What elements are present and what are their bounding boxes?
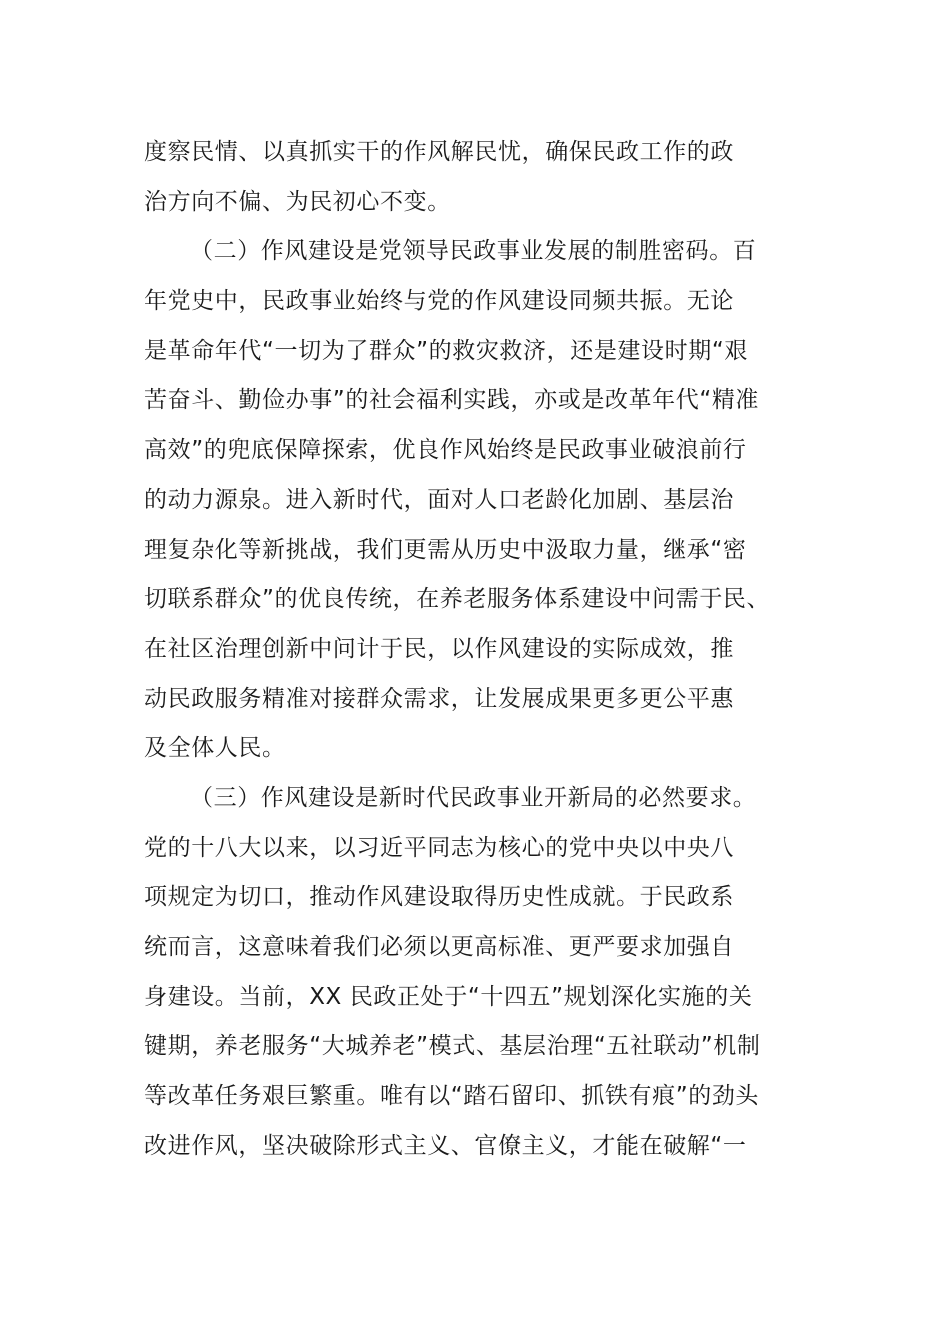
- text-line: 度察民情、以真抓实干的作风解民忧，确保民政工作的政: [144, 139, 734, 165]
- text-line: 及全体人民。: [144, 735, 286, 762]
- text-line: 项规定为切口，推动作风建设取得历史性成就。于民政系: [144, 884, 734, 911]
- text-line: 治方向不偏、为民初心不变。: [144, 188, 451, 215]
- text-line: 在社区治理创新中问计于民，以作风建设的实际成效，推: [144, 635, 734, 662]
- text-line: 理复杂化等新挑战，我们更需从历史中汲取力量，继承“密: [144, 536, 747, 563]
- text-line: 身建设。当前，XX 民政正处于“十四五”规划深化实施的关: [144, 983, 753, 1010]
- text-line: 苦奋斗、勤俭办事”的社会福利实践，亦或是改革年代“精准: [144, 387, 760, 414]
- text-line: 高效”的兜底保障探索，优良作风始终是民政事业破浪前行: [144, 437, 747, 464]
- text-line: 键期，养老服务“大城养老”模式、基层治理“五社联动”机制: [144, 1033, 761, 1060]
- text-line: 等改革任务艰巨繁重。唯有以“踏石留印、抓铁有痕”的劲头: [144, 1083, 760, 1110]
- section-heading-line: （二）作风建设是党领导民政事业发展的制胜密码。百: [190, 238, 757, 265]
- text-line: 党的十八大以来，以习近平同志为核心的党中央以中央八: [144, 834, 734, 861]
- text-line: 是革命年代“一切为了群众”的救灾救济，还是建设时期“艰: [144, 337, 748, 364]
- section-heading-line: （三）作风建设是新时代民政事业开新局的必然要求。: [190, 784, 757, 811]
- text-line: 统而言，这意味着我们必须以更高标准、更严要求加强自: [144, 934, 734, 960]
- text-line: 动民政服务精准对接群众需求，让发展成果更多更公平惠: [144, 685, 734, 712]
- text-line: 改进作风，坚决破除形式主义、官僚主义，才能在破解“一: [144, 1132, 747, 1159]
- document-body: [144, 128, 810, 1171]
- text-line: 的动力源泉。进入新时代，面对人口老龄化加剧、基层治: [144, 486, 734, 513]
- text-line: 年党史中，民政事业始终与党的作风建设同频共振。无论: [144, 288, 734, 315]
- text-line: 切联系群众”的优良传统，在养老服务体系建设中问需于民、: [144, 586, 771, 613]
